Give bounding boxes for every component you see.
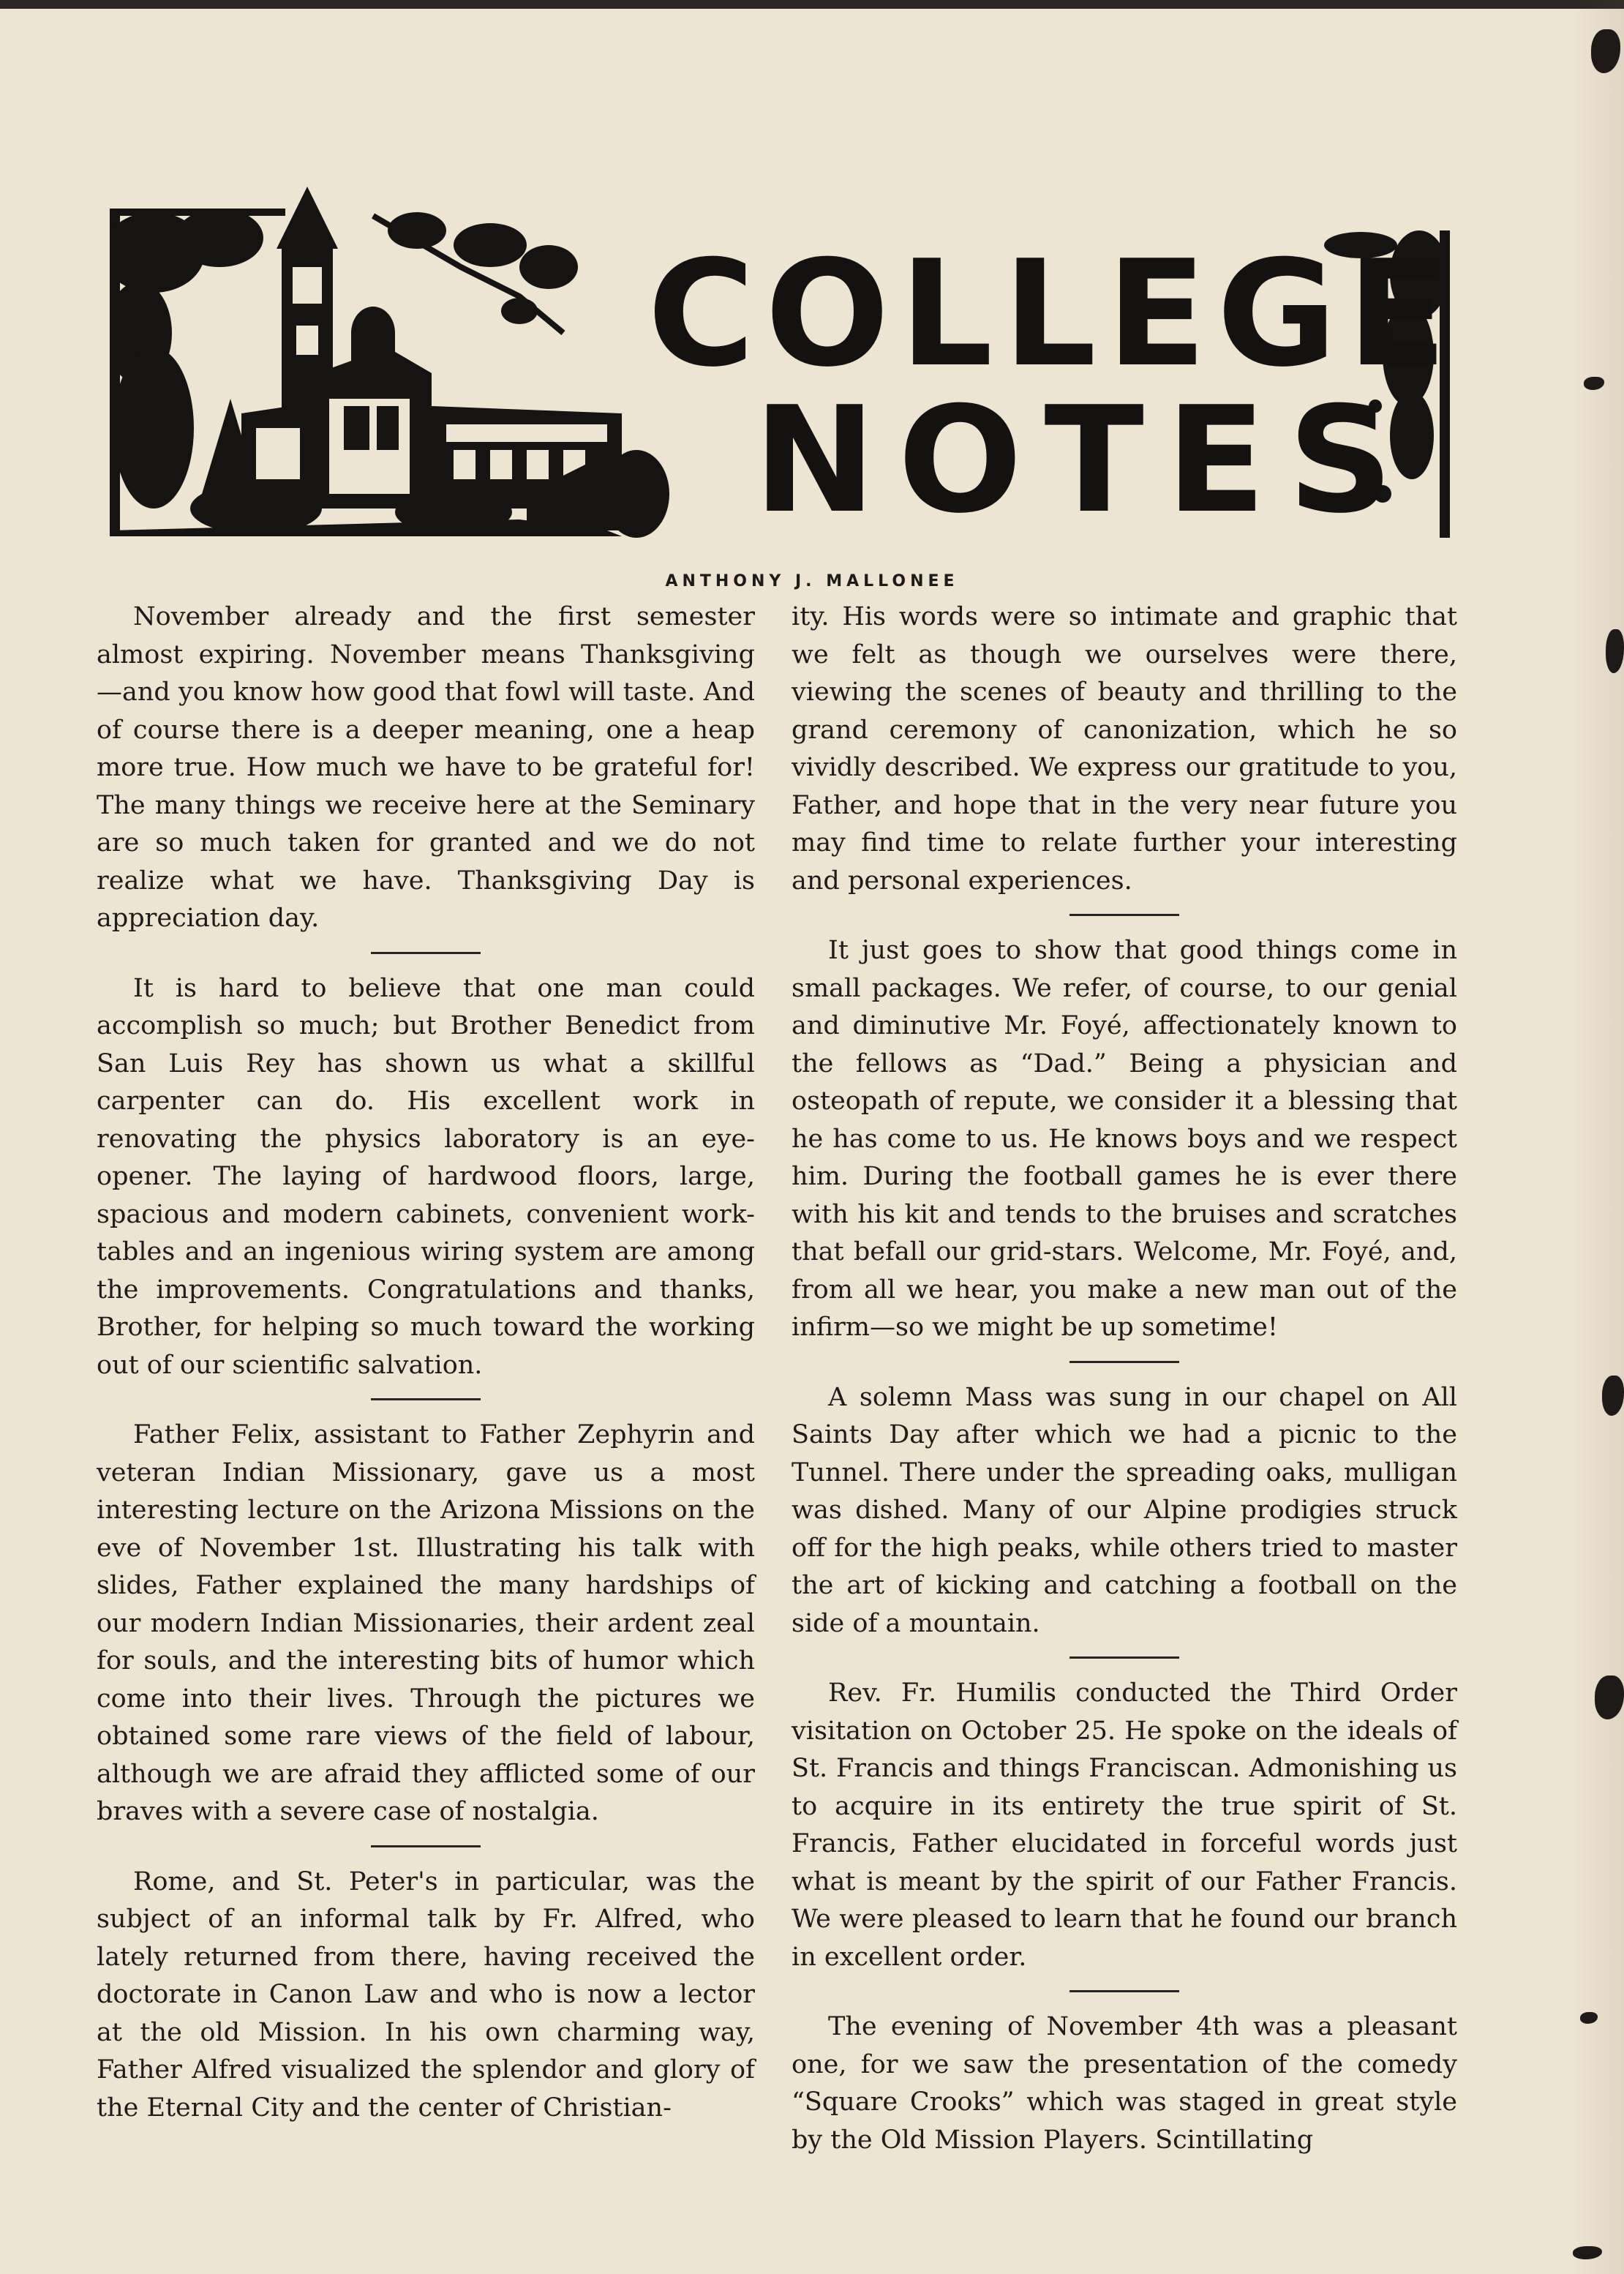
paragraph-third-order: Rev. Fr. Humilis conducted the Third Order visitation on October 25. He spoke on the ideals of St. Francis and things Franciscan. Admonishing us to acquire in its entirety the true spirit of St. Francis, Father elucidated in forceful words just what is meant by the spirit of our Father Francis. We were pleased to learn that he found our branch in excellent order. [792,1678,1457,1972]
title-college: COLLEGE [647,229,1458,399]
page-top-edge [0,0,1624,9]
section-divider [371,1845,481,1847]
title-notes: NOTES [753,375,1416,546]
paragraph-thanksgiving: November already and the first semester almost expiring. November means Thanksgiving —and you know how good that fowl will taste. And of course there is a deeper meaning, one a heap more true. How much we have to be grateful for! The many things we receive here at the Seminary are so much taken for granted and we do not realize what we have. Thanksgiving Day is appreciation day. [97,602,755,933]
section-divider [1069,1990,1179,1992]
right-column [792,598,1457,2159]
left-column [97,598,755,2127]
college-notes-header [110,187,1456,545]
author-byline: ANTHONY J. MALLONEE [665,572,959,590]
section-divider [1069,914,1179,916]
paragraph-brother-benedict: It is hard to believe that one man could accomplish so much; but Brother Benedict from San Luis Rey has shown us what a skillful carpenter can do. His excellent work in renovating the physics laboratory is an eye-opener. The laying of hardwood floors, large, spacious and modern cabinets, convenient work-tables and an ingenious wiring system are among the improvements. Congratulations and thanks, Brother, for helping so much toward the working out of our scientific salvation. [97,973,755,1380]
paragraph-rome: Rome, and St. Peter's in particular, was the subject of an informal talk by Fr. Alfred, who lately returned from there, having received the doctorate in Canon Law and who is now a lector at the old Mission. In his own charming way, Father Alfred visualized the splendor and glory of the Eternal City and the center of Christian- [97,1866,755,2123]
paragraph-mr-foye: It just goes to show that good things come in small packages. We refer, of course, to our genial and diminutive Mr. Foyé, affectionately known to the fellows as “Dad.” Being a physician and osteopath of repute, we consider it a blessing that he has come to us. He knows boys and we respect him. During the football games he is ever there with his kit and tends to the bruises and scratches that befall our grid-stars. Welcome, Mr. Foyé, and, from all we hear, you make a new man out of the infirm—so we might be up sometime! [792,936,1457,1342]
paragraph-father-felix: Father Felix, assistant to Father Zephyrin and veteran Indian Missionary, gave us a most interesting lecture on the Arizona Missions on the eve of November 1st. Illustrating his talk with slides, Father explained the many hardships of our modern Indian Missionaries, their ardent zeal for souls, and the interesting bits of humor which come into their lives. Through the pictures we obtained some rare views of the field of labour, although we are afraid they afflicted some of our braves with a severe case of nostalgia. [97,1420,755,1826]
paragraph-all-saints: A solemn Mass was sung in our chapel on All Saints Day after which we had a picnic to the Tunnel. There under the spreading oaks, mulligan was dished. Many of our Alpine prodigies struck off for the high peaks, while others tried to master the art of kicking and catching a football on the side of a mountain. [792,1382,1457,1638]
section-divider [371,1398,481,1400]
section-divider [1069,1361,1179,1363]
paragraph-rome-continued: ity. His words were so intimate and graphic that we felt as though we ourselves were there, viewing the scenes of beauty and thrilling to the grand ceremony of canonization, which he so vividly described. We express our gratitude to you, Father, and hope that in the very near future you may find time to relate further your interesting and personal experiences. [792,602,1457,896]
section-divider [1069,1656,1179,1659]
page-right-edge [1573,0,1624,2274]
paragraph-square-crooks: The evening of November 4th was a pleasant one, for we saw the presentation of the comedy “Square Crooks” which was staged in great style by the Old Mission Players. Scintillating [792,2012,1457,2155]
section-divider [371,952,481,954]
